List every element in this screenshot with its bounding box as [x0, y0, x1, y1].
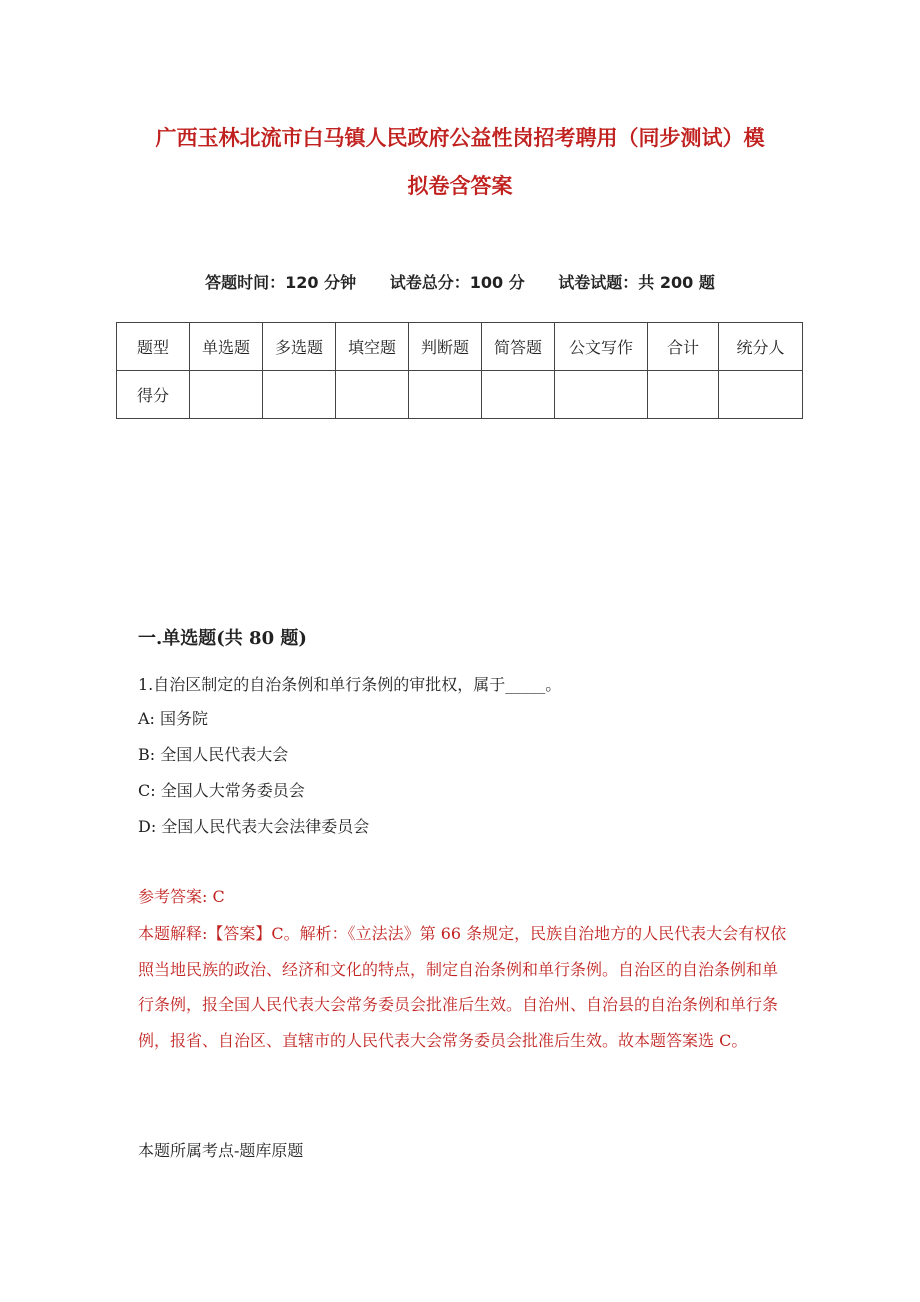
score-table-score-row	[117, 371, 803, 419]
header-cell: 简答题	[482, 323, 555, 371]
exam-question-count: 试卷试题：共 200 题	[558, 273, 715, 292]
option-a: A: 国务院	[138, 709, 209, 728]
score-table	[116, 322, 803, 419]
score-cell	[482, 371, 555, 419]
document-title-line-2: 拟卷含答案	[407, 174, 513, 198]
header-cell: 填空题	[336, 323, 409, 371]
option-c: C: 全国人大常务委员会	[138, 781, 305, 800]
answer-text: 参考答案: C	[138, 887, 225, 906]
score-row-label: 得分	[117, 371, 190, 419]
score-cell	[409, 371, 482, 419]
header-cell: 多选题	[263, 323, 336, 371]
header-cell: 题型	[117, 323, 190, 371]
header-cell: 公文写作	[555, 323, 648, 371]
exam-meta	[0, 270, 920, 293]
question-stem: 1.自治区制定的自治条例和单行条例的审批权，属于_____。	[138, 675, 562, 694]
explanation-text: 本题解释:【答案】C。解析：《立法法》第 66 条规定，民族自治地方的人民代表大会有权依照当地民族的政治、经济和文化的特点，制定自治条例和单行条例。自治区的自治条例和单行条例，报全国人民代表大会常务委员会批准后生效。自治州、自治县的自治条例和单行条例，报省、自治区、直辖市的人民代表大会常务委员会批准后生效。故本题答案选 C。	[138, 924, 787, 1050]
exam-time: 答题时间：120 分钟	[205, 273, 357, 292]
score-cell	[263, 371, 336, 419]
header-cell: 统分人	[719, 323, 803, 371]
header-cell: 判断题	[409, 323, 482, 371]
score-cell	[336, 371, 409, 419]
score-table-header-row	[117, 323, 803, 371]
score-cell	[555, 371, 648, 419]
header-cell: 单选题	[190, 323, 263, 371]
score-cell	[648, 371, 719, 419]
score-cell	[719, 371, 803, 419]
document-title-line-1: 广西玉林北流市白马镇人民政府公益性岗招考聘用（同步测试）模	[155, 126, 765, 150]
score-cell	[190, 371, 263, 419]
option-b: B: 全国人民代表大会	[138, 745, 289, 764]
question-source: 本题所属考点-题库原题	[138, 1141, 304, 1160]
option-d: D: 全国人民代表大会法律委员会	[138, 817, 370, 836]
header-cell: 合计	[648, 323, 719, 371]
section-title: 一.单选题(共 80 题)	[138, 628, 307, 649]
exam-total-score: 试卷总分：100 分	[389, 273, 525, 292]
